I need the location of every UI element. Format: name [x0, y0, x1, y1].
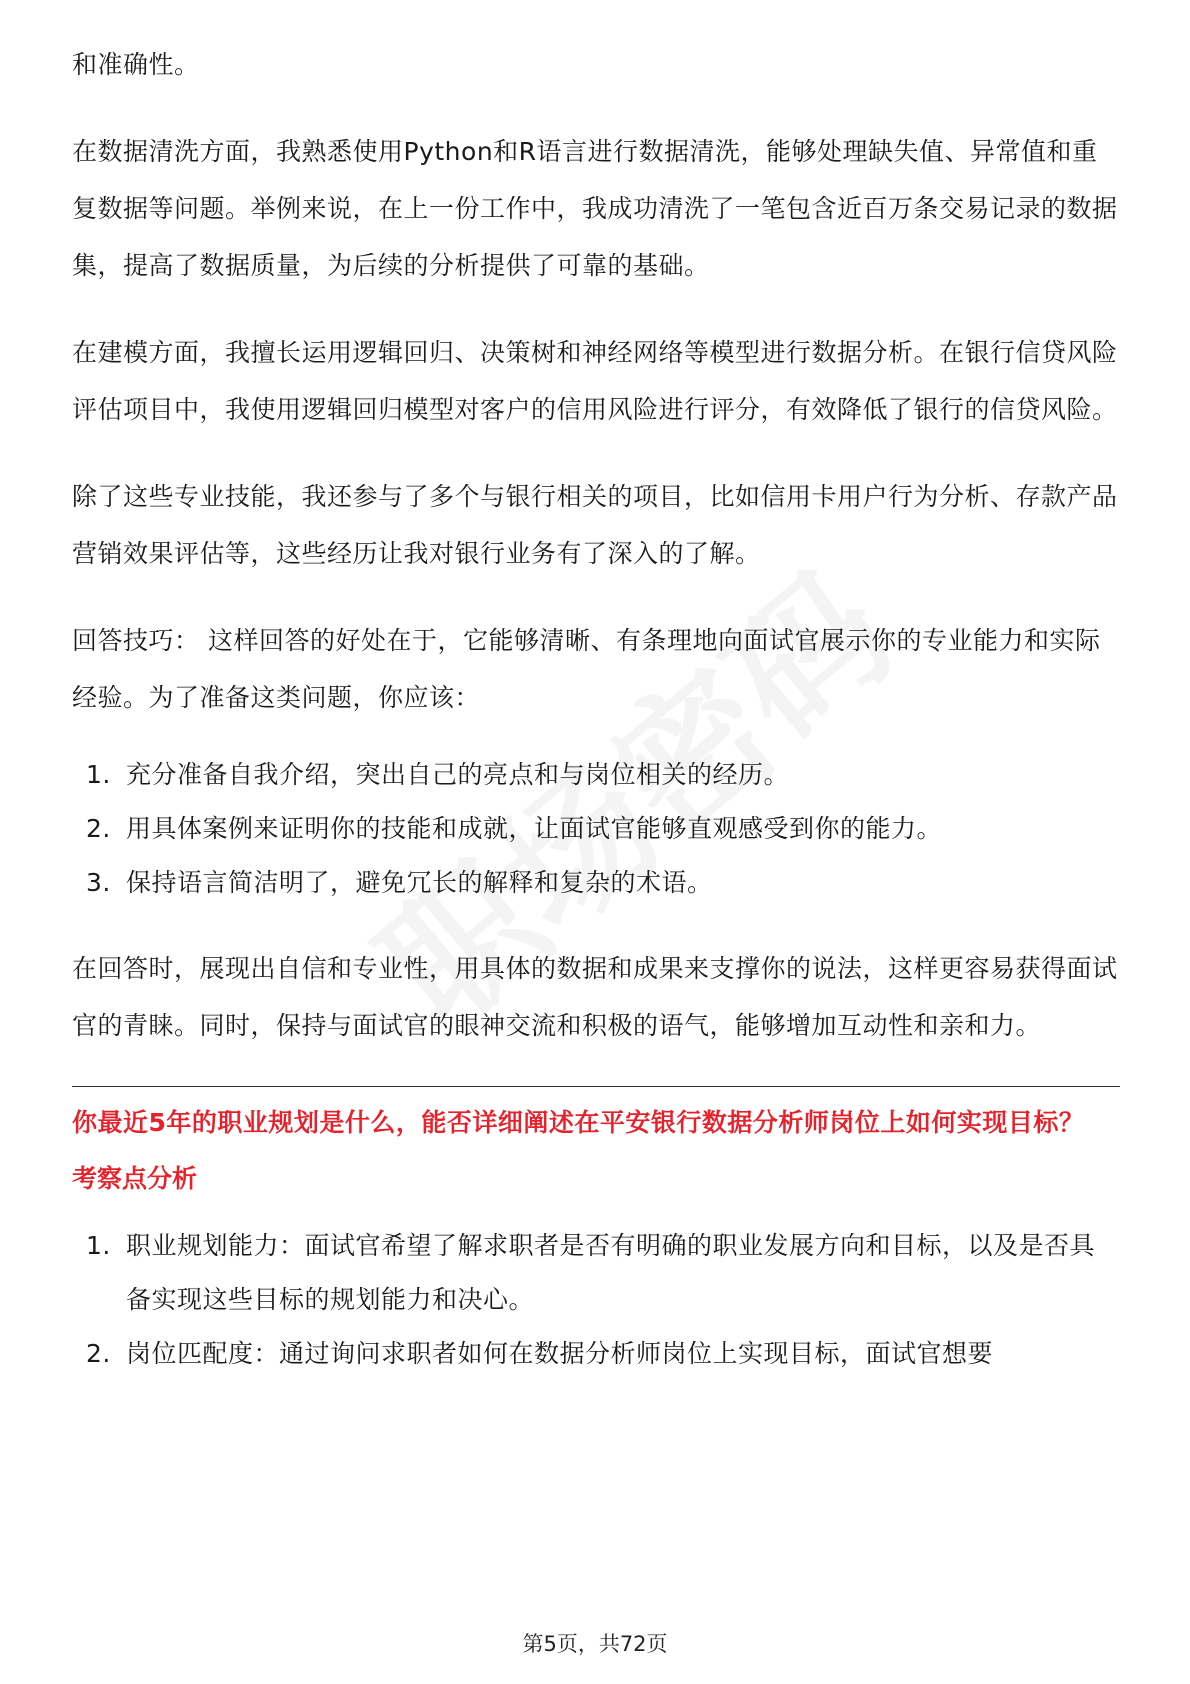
page-footer: 第5页，共72页: [522, 1632, 668, 1656]
list-item: [72, 1219, 1120, 1327]
paragraph: 和准确性。: [72, 50, 200, 79]
list-number: 3.: [86, 868, 111, 897]
list-number: 1.: [86, 760, 111, 789]
document-page: [72, 0, 1120, 1381]
list-item-text: 岗位匹配度：通过询问求职者如何在数据分析师岗位上实现目标，面试官想要: [126, 1339, 994, 1368]
list-item: [72, 802, 1120, 856]
answer-tip-paragraph: 回答技巧： 这样回答的好处在于，它能够清晰、有条理地向面试官展示你的专业能力和实际经验。为了准备这类问题，你应该：: [72, 626, 1101, 712]
closing-paragraph: 在回答时，展现出自信和专业性，用具体的数据和成果来支撑你的说法，这样更容易获得面试官的青睐。同时，保持与面试官的眼神交流和积极的语气，能够增加互动性和亲和力。: [72, 954, 1118, 1040]
list-number: 1.: [86, 1231, 111, 1260]
interview-question: 你最近5年的职业规划是什么，能否详细阐述在平安银行数据分析师岗位上如何实现目标？: [72, 1108, 1085, 1137]
analysis-heading: 考察点分析: [72, 1164, 198, 1193]
list-item-text: 用具体案例来证明你的技能和成就，让面试官能够直观感受到你的能力。: [126, 814, 943, 843]
paragraph: 在数据清洗方面，我熟悉使用Python和R语言进行数据清洗，能够处理缺失值、异常值和重复数据等问题。举例来说，在上一份工作中，我成功清洗了一笔包含近百万条交易记录的数据集，提高了数据质量，为后续的分析提供了可靠的基础。: [72, 137, 1118, 280]
analysis-list: [72, 1219, 1120, 1381]
list-item: [72, 748, 1120, 802]
tips-list: [72, 748, 1120, 910]
list-item: [72, 1327, 1120, 1381]
list-number: 2.: [86, 814, 111, 843]
list-item-text: 职业规划能力：面试官希望了解求职者是否有明确的职业发展方向和目标，以及是否具备实现这些目标的规划能力和决心。: [126, 1231, 1096, 1314]
list-number: 2.: [86, 1339, 111, 1368]
list-item-text: 充分准备自我介绍，突出自己的亮点和与岗位相关的经历。: [126, 760, 790, 789]
list-item-text: 保持语言简洁明了，避免冗长的解释和复杂的术语。: [126, 868, 713, 897]
list-item: [72, 856, 1120, 910]
paragraph: 在建模方面，我擅长运用逻辑回归、决策树和神经网络等模型进行数据分析。在银行信贷风险评估项目中，我使用逻辑回归模型对客户的信用风险进行评分，有效降低了银行的信贷风险。: [72, 338, 1118, 424]
paragraph: 除了这些专业技能，我还参与了多个与银行相关的项目，比如信用卡用户行为分析、存款产品营销效果评估等，这些经历让我对银行业务有了深入的了解。: [72, 482, 1118, 568]
